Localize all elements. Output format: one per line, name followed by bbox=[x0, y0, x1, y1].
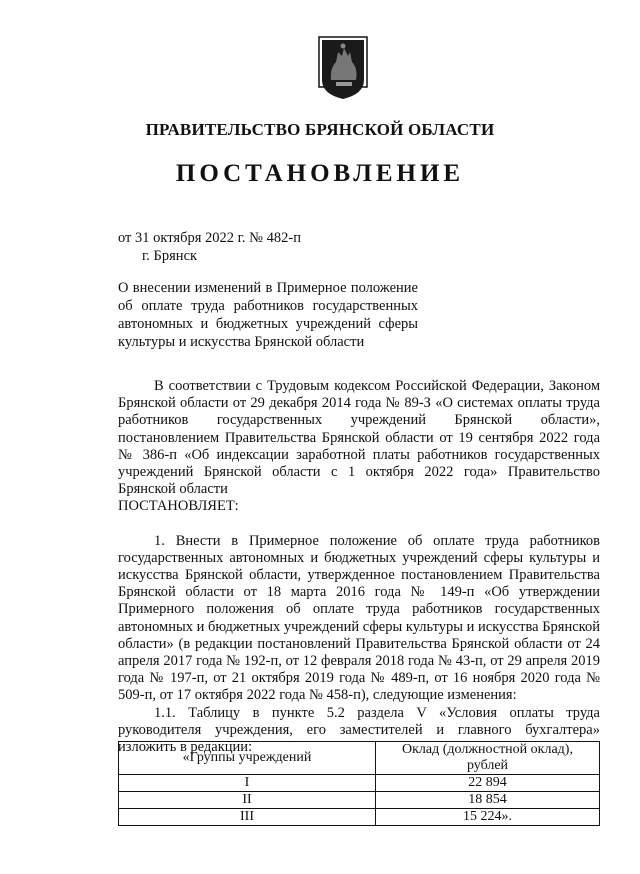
decree-word: ПОСТАНОВЛЯЕТ: bbox=[118, 498, 239, 515]
table-header-salary: Оклад (должностной оклад), рублей bbox=[376, 742, 600, 775]
preamble-paragraph: В соответствии с Трудовым кодексом Российской Федерации, Законом Брянской области от 29 декабря 2014 года № 89-З «О системах оплаты труда работников государственных учреждений Брянской области», постановлением Правительства Брянской области от 19 сентября 2022 года № 386-п «Об индексации заработной платы работников государственных учреждений Брянской области с 1 октября 2022 года» Правительство Брянской области bbox=[118, 378, 600, 498]
table-cell-salary: 22 894 bbox=[376, 775, 600, 792]
document-meta bbox=[118, 229, 301, 265]
document-type-heading: ПОСТАНОВЛЕНИЕ bbox=[175, 160, 465, 187]
city-line: г. Брянск bbox=[142, 248, 198, 264]
item-1-paragraph: 1. Внести в Примерное положение об оплате труда работников государственных автономных и бюджетных учреждений сферы культуры и искусства Брянской области, утвержденное постановлением Правительства Брянской области от 18 марта 2016 года № 149-п «Об утверждении Примерного положения об оплате труда работников государственных автономных и бюджетных учреждений сферы культуры и искусства Брянской области» (в редакции постановлений Правительства Брянской области от 24 апреля 2017 года № 192-п, от 12 февраля 2018 года № 43-п, от 29 апреля 2019 года № 197-п, от 21 октября 2019 года № 489-п, от 16 ноября 2020 года № 509-п, от 17 октября 2022 года № 458-п), следующие изменения: bbox=[118, 532, 600, 704]
coat-of-arms-icon bbox=[318, 36, 368, 101]
table-row bbox=[119, 809, 600, 826]
table-header-row bbox=[119, 742, 600, 775]
document-subject: О внесении изменений в Примерное положение об оплате труда работников государственных автономных и бюджетных учреждений сферы культуры и искусства Брянской области bbox=[118, 280, 418, 350]
table-row bbox=[119, 775, 600, 792]
date-number-line: от 31 октября 2022 г. № 482-п bbox=[118, 230, 301, 246]
document-body bbox=[118, 378, 600, 756]
salary-table bbox=[118, 741, 600, 826]
organization-heading: ПРАВИТЕЛЬСТВО БРЯНСКОЙ ОБЛАСТИ bbox=[145, 120, 495, 139]
table-cell-salary: 15 224». bbox=[376, 809, 600, 826]
table-header-group: «Группы учреждений bbox=[119, 742, 376, 775]
table-cell-salary: 18 854 bbox=[376, 792, 600, 809]
item-1-1-paragraph: 1.1. Таблицу в пункте 5.2 раздела V «Условия оплаты труда руководителя учреждения, его заместителей и главного бухгалтера» изложить в редакции: bbox=[118, 704, 600, 756]
table-cell-group: I bbox=[119, 775, 376, 792]
table-cell-group: III bbox=[119, 809, 376, 826]
table-cell-group: II bbox=[119, 792, 376, 809]
table-row bbox=[119, 792, 600, 809]
